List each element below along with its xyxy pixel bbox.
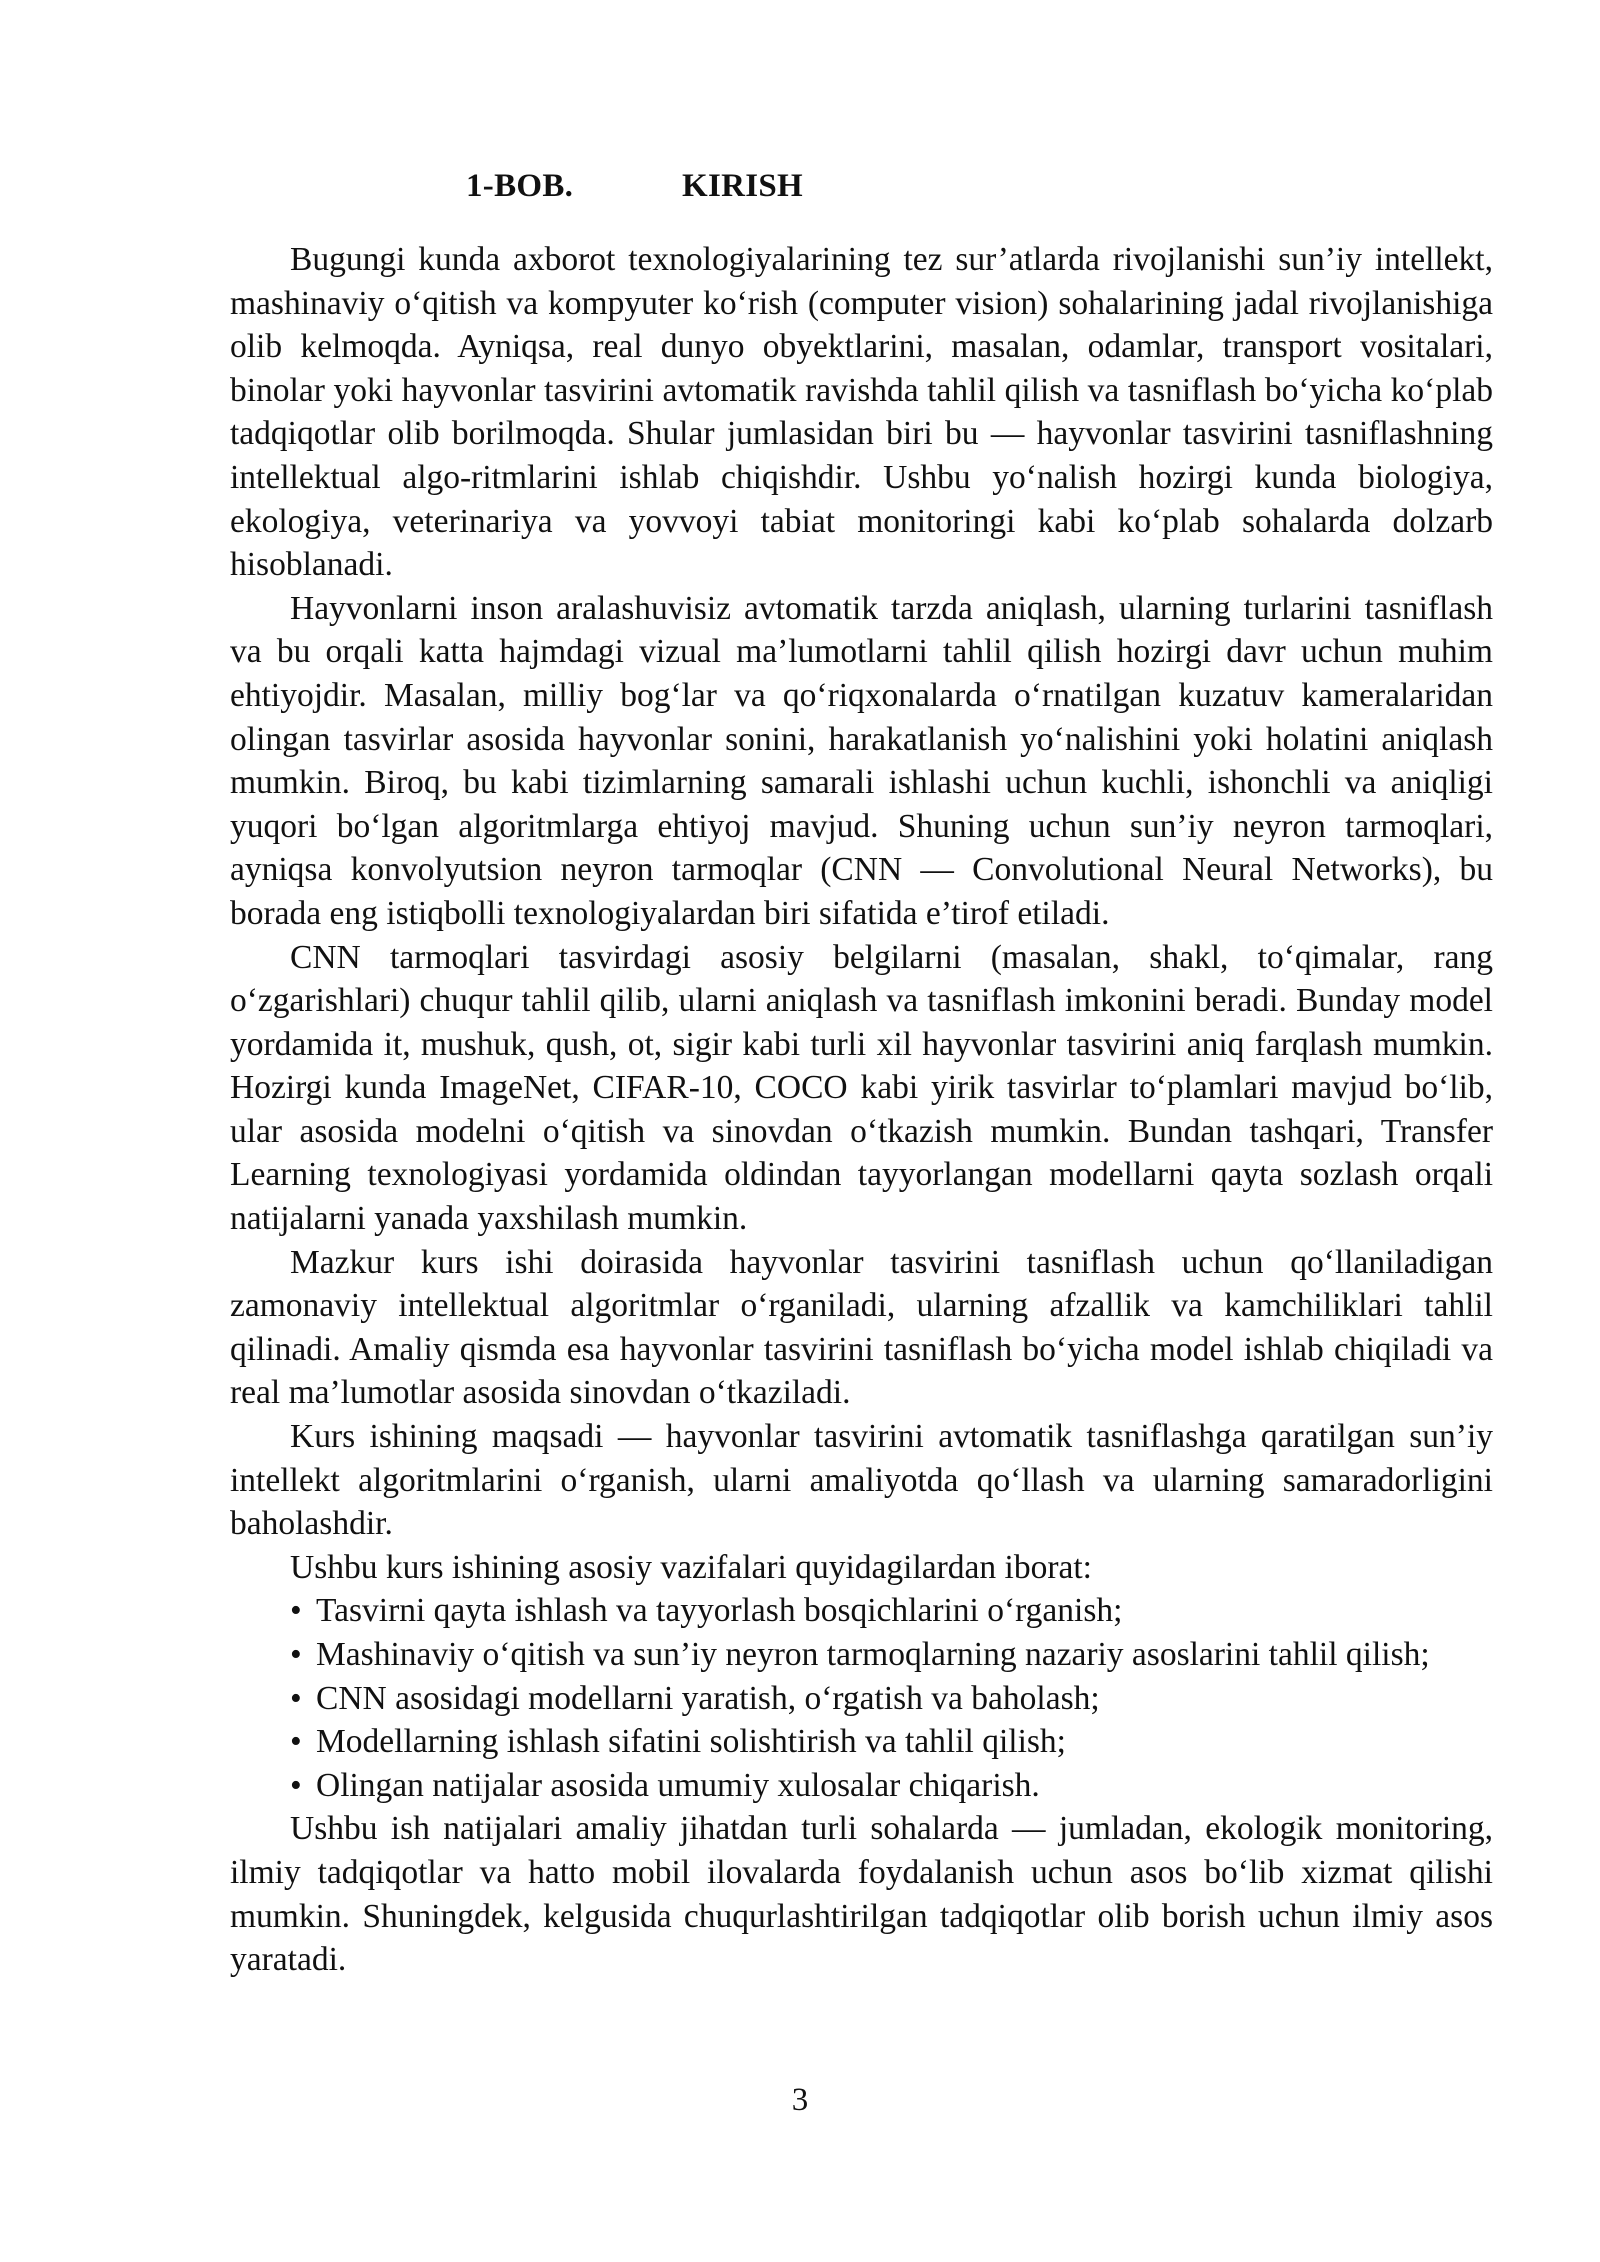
paragraph-tasks-intro: Ushbu kurs ishining asosiy vazifalari quyidagilardan iborat:: [290, 1548, 1092, 1586]
bullet-icon: •: [290, 1592, 302, 1630]
list-item-text: Mashinaviy o‘qitish va sun’iy neyron tarmoqlarning nazariy asoslarini tahlil qilish;: [316, 1636, 1430, 1673]
paragraph-goal: Kurs ishining maqsadi — hayvonlar tasvirini avtomatik tasniflashga qaratilgan sun’iy intellekt algoritmlarini o‘rganish, ularni amaliyotda qo‘llash va ularning samaradorligini baholashdir.: [230, 1418, 1493, 1543]
body-text: [230, 238, 1493, 1982]
list-item: [230, 1633, 1493, 1677]
list-item: [230, 1677, 1493, 1721]
paragraph-conclusion: Ushbu ish natijalari amaliy jihatdan turli sohalarda — jumladan, ekologik monitoring, ilmiy tadqiqotlar va hatto mobil ilovalarda foydalanish uchun asos bo‘lib xizmat qilishi mumkin. Shuningdek, kelgusida chuqurlashtirilgan tadqiqotlar olib borish uchun ilmiy asos yaratadi.: [230, 1810, 1493, 1979]
list-item: [230, 1720, 1493, 1764]
list-item: [230, 1589, 1493, 1633]
paragraph-cnn: CNN tarmoqlari tasvirdagi asosiy belgilarni (masalan, shakl, to‘qimalar, rang o‘zgarishlari) chuqur tahlil qilib, ularni aniqlash va tasniflash imkonini beradi. Bunday model yordamida it, mushuk, qush, ot, sigir kabi turli xil hayvonlar tasvirini aniq farqlash mumkin. Hozirgi kunda ImageNet, CIFAR-10, COCO kabi yirik tasvirlar to‘plamlari mavjud bo‘lib, ular asosida modelni o‘qitish va sinovdan o‘tkazish mumkin. Bundan tashqari, Transfer Learning texnologiyasi yordamida oldindan tayyorlangan modellarni qayta sozlash orqali natijalarni yanada yaxshilash mumkin.: [230, 938, 1493, 1238]
list-item-text: Tasvirni qayta ishlash va tayyorlash bosqichlarini o‘rganish;: [316, 1592, 1123, 1630]
paragraph-scope: Mazkur kurs ishi doirasida hayvonlar tasvirini tasniflash uchun qo‘llaniladigan zamonaviy intellektual algoritmlar o‘rganiladi, ularning afzallik va kamchiliklari tahlil qilinadi. Amaliy qismda esa hayvonlar tasvirini tasniflash bo‘yicha model ishlab chiqiladi va real ma’lumotlar asosida sinovdan o‘tkaziladi.: [230, 1243, 1493, 1412]
bullet-icon: •: [290, 1636, 302, 1673]
bullet-icon: •: [290, 1679, 302, 1717]
list-item-text: CNN asosidagi modellarni yaratish, o‘rgatish va baholash;: [316, 1679, 1100, 1717]
paragraph-automatic-detection: Hayvonlarni inson aralashuvisiz avtomatik tarzda aniqlash, ularning turlarini tasniflash va bu orqali katta hajmdagi vizual ma’lumotlarni tahlil qilish hozirgi davr uchun muhim ehtiyojdir. Masalan, milliy bog‘lar va qo‘riqxonalarda o‘rnatilgan kuzatuv kameralaridan olingan tasvirlar asosida hayvonlar sonini, harakatlanish yo‘nalishini yoki holatini aniqlash mumkin. Biroq, bu kabi tizimlarning samarali ishlashi uchun kuchli, ishonchli va aniqligi yuqori bo‘lgan algoritmlarga ehtiyoj mavjud. Shuning uchun sun’iy neyron tarmoqlari, ayniqsa konvolyutsion neyron tarmoqlar (CNN — Convolutional Neural Networks), bu borada eng istiqbolli texnologiyalardan biri sifatida e’tirof etiladi.: [230, 589, 1493, 932]
paragraph-intro: Bugungi kunda axborot texnologiyalarining tez sur’atlarda rivojlanishi sun’iy intellekt, mashinaviy o‘qitish va kompyuter ko‘rish (computer vision) sohalarining jadal rivojlanishiga olib kelmoqda. Ayniqsa, real dunyo obyektlarini, masalan, odamlar, transport vositalari, binolar yoki hayvonlar tasvirini avtomatik ravishda tahlil qilish va tasniflash bo‘yicha ko‘plab tadqiqotlar olib borilmoqda. Shular jumlasidan biri bu — hayvonlar tasvirini tasniflashning intellektual algo-ritmlarini ishlab chiqishdir. Ushbu yo‘nalish hozirgi kunda biologiya, ekologiya, veterinariya va yovvoyi tabiat monitoringi kabi ko‘plab sohalarda dolzarb hisoblanadi.: [230, 241, 1493, 584]
list-item-text: Olingan natijalar asosida umumiy xulosalar chiqarish.: [316, 1766, 1040, 1804]
page-number: 3: [791, 2082, 809, 2118]
list-item: [230, 1764, 1493, 1808]
bullet-icon: •: [290, 1766, 302, 1804]
list-item-text: Modellarning ishlash sifatini solishtirish va tahlil qilish;: [316, 1723, 1066, 1761]
chapter-heading: [466, 168, 803, 205]
chapter-title: KIRISH: [682, 168, 804, 204]
bullet-icon: •: [290, 1723, 302, 1761]
chapter-label: 1-BOB.: [466, 168, 574, 204]
